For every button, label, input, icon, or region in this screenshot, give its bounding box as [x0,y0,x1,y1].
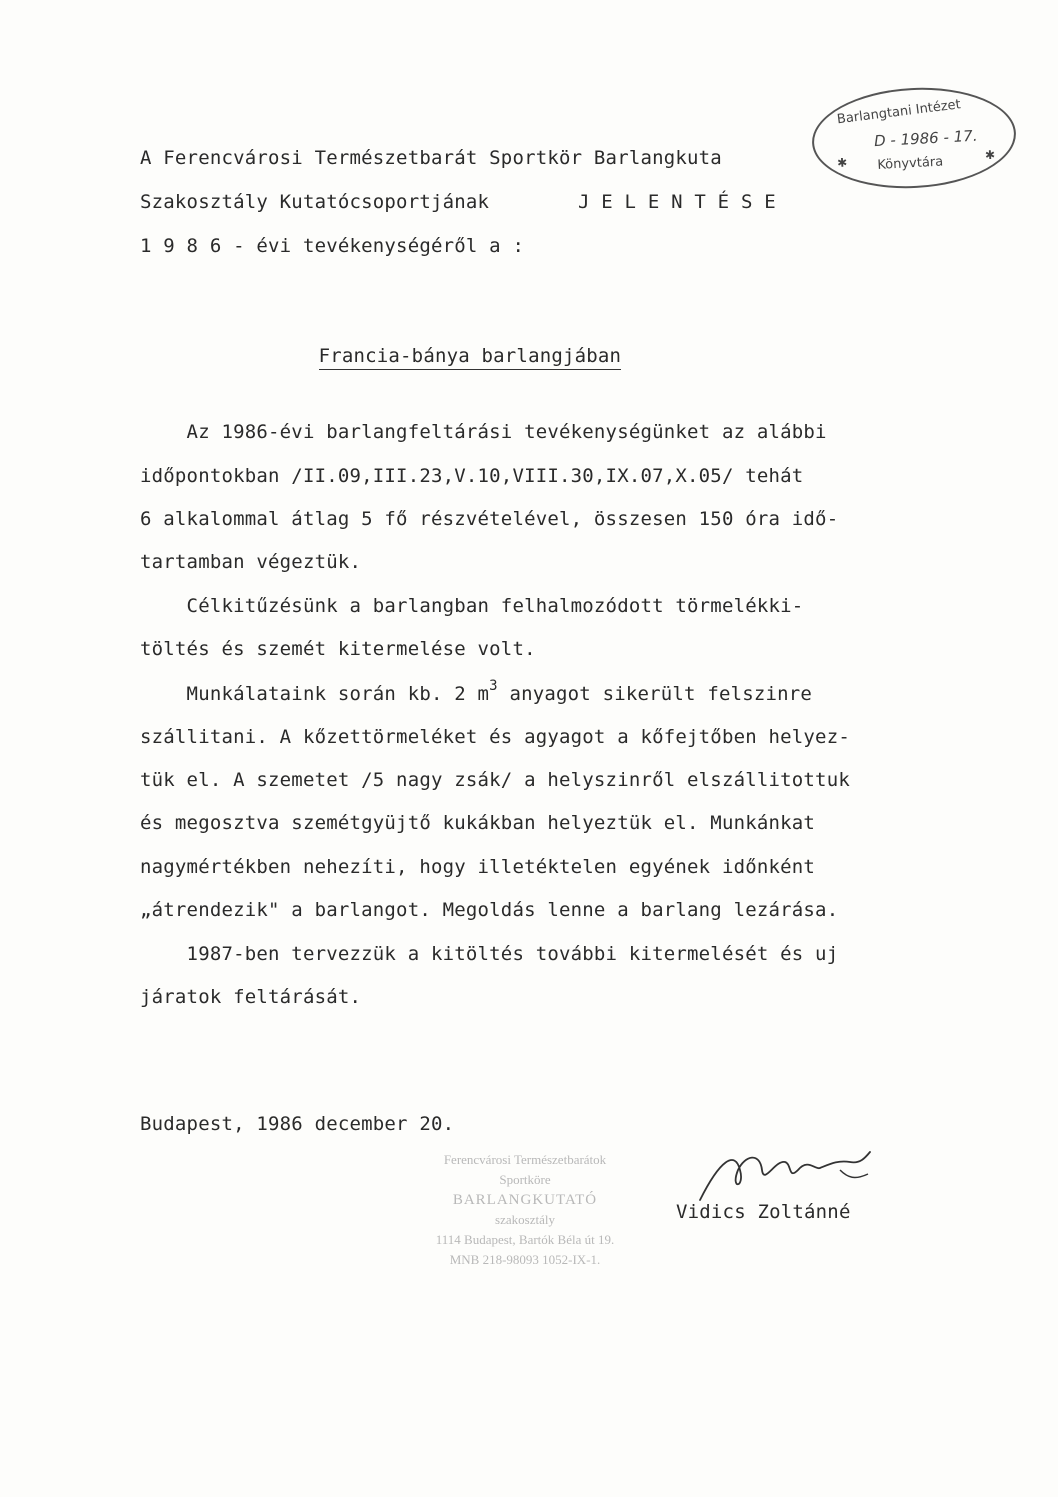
club-stamp-line: 1114 Budapest, Bartók Béla út 19. [435,1232,615,1247]
stamp-library: Könyvtára [876,154,944,173]
club-stamp-line: MNB 218-98093 1052-IX-1. [449,1252,601,1267]
stamp-institution: Barlangtani Intézet [836,97,962,128]
club-stamp-line: Ferencvárosi Természetbarátok [443,1152,607,1167]
body-text: anyagot sikerült felszinre [497,683,813,705]
body-line: töltés és szemét kitermelése volt. [140,638,536,660]
body-line-volume [140,678,813,708]
body-line: 1987-ben tervezzük a kitöltés további kitermelését és uj [140,943,839,965]
club-stamp-line: BARLANGKUTATÓ [452,1192,598,1208]
body-line: Célkitűzésünk a barlangban felhalmozódott törmelékki- [140,595,804,617]
body-line: járatok feltárását. [140,986,362,1008]
club-stamp-line: szakosztály [495,1212,555,1227]
body-line: „átrendezik" a barlangot. Megoldás lenne a barlang lezárása. [140,899,839,921]
subtitle-text: Francia-bánya barlangjában [319,345,622,370]
body-line: tartamban végeztük. [140,551,362,573]
heading-line-2a: Szakosztály Kutatócsoportjának [140,191,490,213]
subtitle [272,320,621,392]
superscript: 3 [489,678,498,694]
body-line: időpontokban /II.09,III.23,V.10,VIII.30,IX.07,X.05/ tehát [140,465,804,487]
place-date: Budapest, 1986 december 20. [140,1113,455,1135]
body-line: Az 1986-évi barlangfeltárási tevékenységünket az alábbi [140,421,827,443]
heading-line-3: 1 9 8 6 - évi tevékenységéről a : [140,235,525,257]
library-stamp [810,83,1019,194]
star-icon: ✱ [836,155,848,171]
body-line: szállitani. A kőzettörmeléket és agyagot a kőfejtőben helyez- [140,726,850,748]
star-icon: ✱ [984,147,996,163]
body-line: 6 alkalommal átlag 5 fő részvételével, összesen 150 óra idő- [140,508,839,530]
body-line: nagymértékben nehezíti, hogy illetéktelen egyének időnként [140,856,816,878]
heading-report-word: J E L E N T É S E [578,191,776,213]
body-text: Munkálataink során kb. 2 m [140,683,490,705]
signatory-name: Vidics Zoltánné [676,1201,851,1223]
stamp-number: D - 1986 - 17. [873,126,978,151]
heading-line-1: A Ferencvárosi Természetbarát Sportkör Barlangkuta [140,147,722,169]
club-stamp [390,1150,660,1270]
body-line: és megosztva szemétgyüjtő kukákban helyeztük el. Munkánkat [140,812,816,834]
body-line: tük el. A szemetet /5 nagy zsák/ a helyszinről elszállitottuk [140,769,850,791]
club-stamp-line: Sportköre [499,1172,551,1187]
